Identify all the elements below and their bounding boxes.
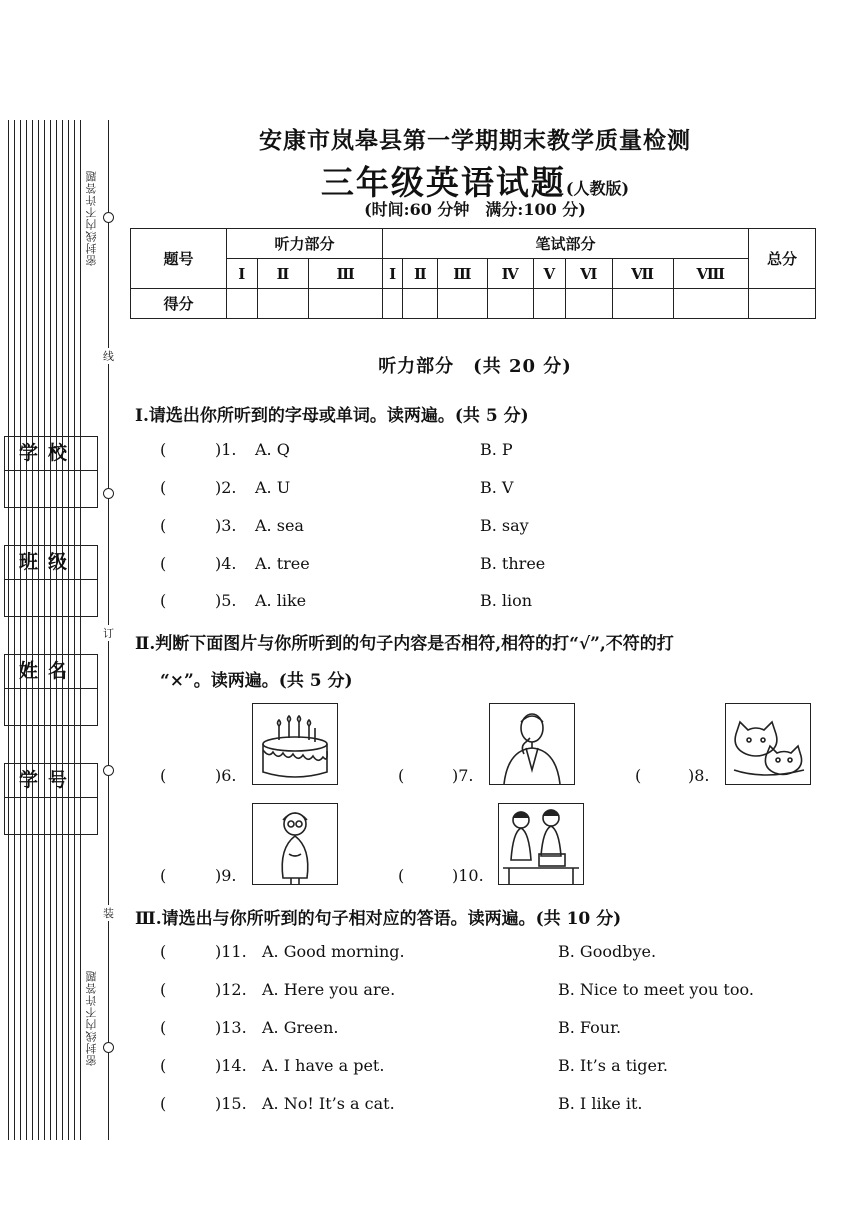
seal-warning-top: 密封线内不许答题 bbox=[85, 170, 98, 266]
binding-line bbox=[50, 120, 51, 1140]
col-written-3: Ⅲ bbox=[438, 259, 487, 289]
question-number: )5. bbox=[215, 591, 237, 610]
question-number: )4. bbox=[215, 554, 237, 573]
score-cell[interactable] bbox=[565, 289, 612, 319]
two-cats-icon bbox=[725, 703, 811, 785]
option-a: A. Here you are. bbox=[262, 980, 396, 999]
score-cell[interactable] bbox=[533, 289, 565, 319]
score-cell[interactable] bbox=[438, 289, 487, 319]
answer-paren[interactable]: ( bbox=[160, 942, 167, 961]
option-a: A. Good morning. bbox=[262, 942, 405, 961]
answer-paren[interactable]: ( bbox=[160, 554, 167, 573]
option-b: B. lion bbox=[480, 591, 533, 610]
option-b: B. P bbox=[480, 440, 513, 459]
col-written-2: Ⅱ bbox=[403, 259, 438, 289]
option-a: A. I have a pet. bbox=[262, 1056, 385, 1075]
answer-paren[interactable]: ( bbox=[160, 1018, 167, 1037]
answer-paren[interactable]: ( bbox=[160, 866, 167, 885]
exam-meta: (时间:60 分钟 满分:100 分) bbox=[364, 200, 586, 219]
score-cell[interactable] bbox=[673, 289, 748, 319]
answer-paren[interactable]: ( bbox=[398, 866, 405, 885]
seal-line-char: 线 bbox=[103, 350, 114, 363]
score-cell[interactable] bbox=[749, 289, 816, 319]
seal-hole bbox=[103, 765, 114, 776]
option-b: B. It’s a tiger. bbox=[558, 1056, 668, 1075]
man-thinking-icon bbox=[489, 703, 575, 785]
answer-paren[interactable]: ( bbox=[160, 1056, 167, 1075]
student-id-field[interactable] bbox=[4, 763, 98, 835]
option-a: A. sea bbox=[255, 516, 304, 535]
answer-paren[interactable]: ( bbox=[398, 766, 405, 785]
score-cell[interactable] bbox=[257, 289, 309, 319]
col-written-4: Ⅳ bbox=[487, 259, 533, 289]
score-cell[interactable] bbox=[382, 289, 403, 319]
option-a: A. U bbox=[255, 478, 291, 497]
col-written-7: Ⅶ bbox=[612, 259, 673, 289]
score-cell[interactable] bbox=[227, 289, 258, 319]
col-written-8: Ⅷ bbox=[673, 259, 748, 289]
listening-header: 听力部分 bbox=[227, 229, 383, 259]
binding-line bbox=[80, 120, 81, 1140]
answer-paren[interactable]: ( bbox=[160, 478, 167, 497]
answer-paren[interactable]: ( bbox=[160, 440, 167, 459]
listening-section-title: 听力部分 (共 20 分) bbox=[378, 356, 572, 377]
edition-label: (人教版) bbox=[565, 179, 630, 198]
seal-hole bbox=[103, 1042, 114, 1053]
score-cell[interactable] bbox=[487, 289, 533, 319]
part3-heading: Ⅲ.请选出与你所听到的句子相对应的答语。读两遍。(共 10 分) bbox=[135, 909, 622, 929]
seal-zhuang-char: 装 bbox=[103, 907, 114, 920]
question-number: )13. bbox=[215, 1018, 247, 1037]
binding-line bbox=[8, 120, 9, 1140]
school-label: 学校 bbox=[5, 437, 97, 471]
question-number: )15. bbox=[215, 1094, 247, 1113]
answer-paren[interactable]: ( bbox=[160, 591, 167, 610]
binding-line bbox=[62, 120, 63, 1140]
option-b: B. three bbox=[480, 554, 546, 573]
row-label-score: 得分 bbox=[131, 289, 227, 319]
class-label: 班级 bbox=[5, 546, 97, 580]
part2-heading-line2: “×”。读两遍。(共 5 分) bbox=[160, 671, 353, 691]
option-a: A. Q bbox=[255, 440, 290, 459]
score-cell[interactable] bbox=[403, 289, 438, 319]
col-listening-2: Ⅱ bbox=[257, 259, 309, 289]
option-a: A. No! It’s a cat. bbox=[262, 1094, 395, 1113]
exam-title: 安康市岚皋县第一学期期末教学质量检测 bbox=[259, 127, 691, 154]
binding-line bbox=[14, 120, 15, 1140]
total-header: 总分 bbox=[749, 229, 816, 289]
binding-line bbox=[38, 120, 39, 1140]
exam-subtitle: 三年级英语试题 bbox=[320, 163, 566, 202]
written-header: 笔试部分 bbox=[382, 229, 748, 259]
col-written-6: Ⅵ bbox=[565, 259, 612, 289]
question-number: )2. bbox=[215, 478, 237, 497]
question-number: )7. bbox=[452, 766, 474, 785]
part1-heading: Ⅰ.请选出你所听到的字母或单词。读两遍。(共 5 分) bbox=[135, 406, 529, 426]
answer-paren[interactable]: ( bbox=[160, 766, 167, 785]
school-field[interactable] bbox=[4, 436, 98, 508]
binding-strip bbox=[0, 120, 115, 1140]
question-number: )6. bbox=[215, 766, 237, 785]
girls-with-cake-icon bbox=[498, 803, 584, 885]
option-b: B. Four. bbox=[558, 1018, 622, 1037]
question-number: )11. bbox=[215, 942, 247, 961]
option-b: B. V bbox=[480, 478, 514, 497]
binding-line bbox=[56, 120, 57, 1140]
question-number: )3. bbox=[215, 516, 237, 535]
score-cell[interactable] bbox=[612, 289, 673, 319]
score-cell[interactable] bbox=[309, 289, 382, 319]
answer-paren[interactable]: ( bbox=[635, 766, 642, 785]
name-field[interactable] bbox=[4, 654, 98, 726]
question-number: )8. bbox=[688, 766, 710, 785]
binding-line bbox=[26, 120, 27, 1140]
score-table bbox=[130, 228, 816, 319]
part2-heading-line1: Ⅱ.判断下面图片与你所听到的句子内容是否相符,相符的打“√”,不符的打 bbox=[135, 634, 674, 654]
grandmother-icon bbox=[252, 803, 338, 885]
binding-line bbox=[20, 120, 21, 1140]
class-field[interactable] bbox=[4, 545, 98, 617]
student-id-label: 学号 bbox=[5, 764, 97, 798]
question-number: )10. bbox=[452, 866, 484, 885]
answer-paren[interactable]: ( bbox=[160, 516, 167, 535]
option-b: B. Nice to meet you too. bbox=[558, 980, 754, 999]
row-label-title: 题号 bbox=[131, 229, 227, 289]
seal-ding-char: 订 bbox=[103, 627, 114, 640]
binding-line bbox=[44, 120, 45, 1140]
answer-paren[interactable]: ( bbox=[160, 980, 167, 999]
col-listening-3: Ⅲ bbox=[309, 259, 382, 289]
name-label: 姓名 bbox=[5, 655, 97, 689]
option-a: A. Green. bbox=[262, 1018, 339, 1037]
seal-hole bbox=[103, 212, 114, 223]
question-number: )1. bbox=[215, 440, 237, 459]
question-number: )12. bbox=[215, 980, 247, 999]
option-b: B. say bbox=[480, 516, 529, 535]
option-b: B. I like it. bbox=[558, 1094, 643, 1113]
option-a: A. like bbox=[255, 591, 307, 610]
binding-line bbox=[68, 120, 69, 1140]
question-number: )14. bbox=[215, 1056, 247, 1075]
col-written-1: Ⅰ bbox=[382, 259, 403, 289]
question-number: )9. bbox=[215, 866, 237, 885]
seal-hole bbox=[103, 488, 114, 499]
binding-line bbox=[74, 120, 75, 1140]
binding-line bbox=[32, 120, 33, 1140]
col-listening-1: Ⅰ bbox=[227, 259, 258, 289]
seal-warning-bottom: 密封线内不许答题 bbox=[85, 970, 98, 1066]
answer-paren[interactable]: ( bbox=[160, 1094, 167, 1113]
option-b: B. Goodbye. bbox=[558, 942, 657, 961]
option-a: A. tree bbox=[255, 554, 310, 573]
birthday-cake-icon bbox=[252, 703, 338, 785]
col-written-5: Ⅴ bbox=[533, 259, 565, 289]
